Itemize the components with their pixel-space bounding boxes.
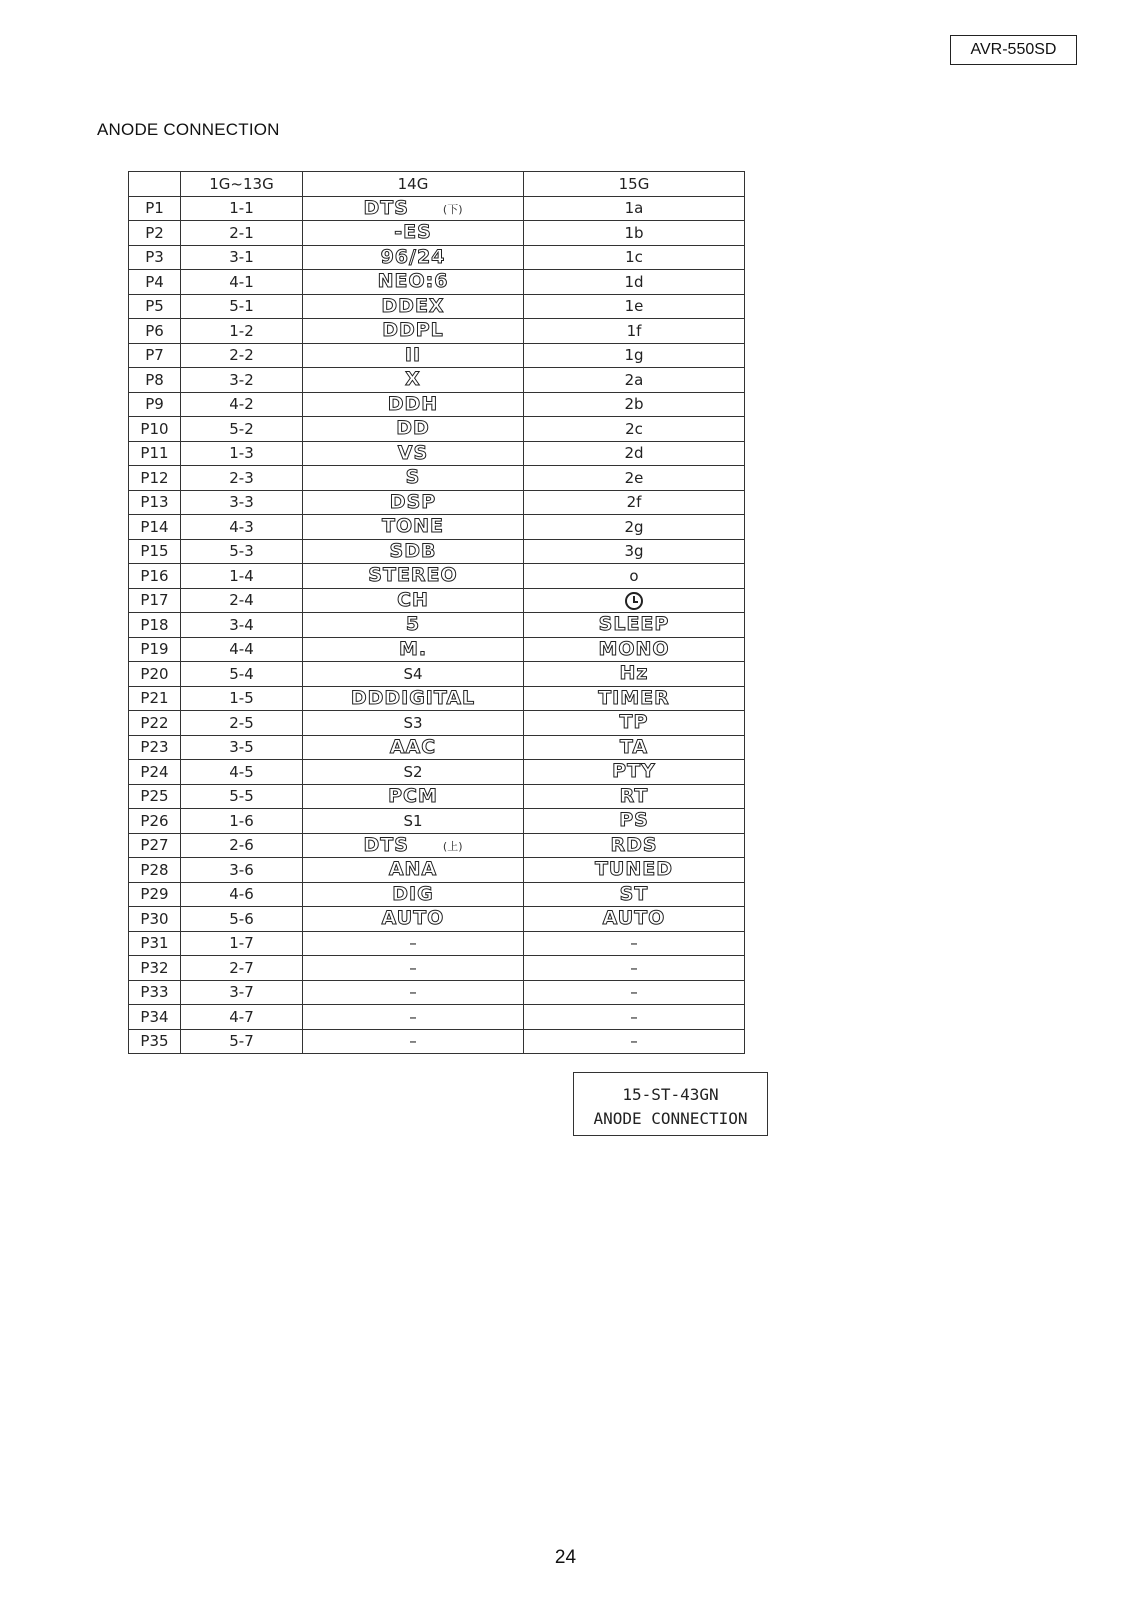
- segment-14g-cell: [303, 343, 524, 368]
- segment-14g-cell: [303, 221, 524, 246]
- anode-connection-table: [128, 171, 745, 1054]
- segment-14g-cell: [303, 564, 524, 589]
- header-grid-1g-13g: 1G~13G: [181, 172, 303, 197]
- segment-14g-cell: [303, 931, 524, 956]
- pin-cell: P21: [129, 686, 181, 711]
- table-row: [129, 735, 745, 760]
- segment-15g-cell: [524, 1029, 745, 1054]
- grid-cell: 5-2: [181, 417, 303, 442]
- table-row: [129, 196, 745, 221]
- segment-14g-cell: [303, 196, 524, 221]
- segment-14g-cell: [303, 882, 524, 907]
- segment-14g-cell: [303, 833, 524, 858]
- segment-14g-cell: [303, 760, 524, 785]
- segment-15g-cell: [524, 784, 745, 809]
- segment-15g-label: TP: [619, 711, 649, 734]
- grid-cell: 1-4: [181, 564, 303, 589]
- table-row: [129, 515, 745, 540]
- segment-15g-cell: [524, 882, 745, 907]
- segment-14g-cell: [303, 441, 524, 466]
- grid-cell: 2-5: [181, 711, 303, 736]
- segment-14g-label: PCM: [388, 784, 438, 807]
- table-row: [129, 637, 745, 662]
- segment-15g-cell: [524, 931, 745, 956]
- segment-15g-cell: [524, 907, 745, 932]
- section-title: ANODE CONNECTION: [97, 120, 280, 139]
- pin-cell: P15: [129, 539, 181, 564]
- segment-14g-label: DDEX: [381, 294, 445, 317]
- pin-cell: P29: [129, 882, 181, 907]
- segment-14g-cell: [303, 466, 524, 491]
- grid-cell: 5-5: [181, 784, 303, 809]
- caption-box: [573, 1072, 768, 1136]
- grid-cell: 3-3: [181, 490, 303, 515]
- segment-15g-cell: [524, 858, 745, 883]
- segment-15g-label: TA: [619, 735, 649, 758]
- segment-14g-cell: [303, 686, 524, 711]
- segment-14g-label: -ES: [394, 221, 432, 244]
- segment-15g-cell: [524, 392, 745, 417]
- segment-15g-cell: [524, 833, 745, 858]
- segment-14g-cell: [303, 539, 524, 564]
- table-row: [129, 319, 745, 344]
- segment-15g-label: MONO: [598, 637, 670, 660]
- pin-cell: P14: [129, 515, 181, 540]
- pin-cell: P26: [129, 809, 181, 834]
- table-row: [129, 417, 745, 442]
- table-row: [129, 588, 745, 613]
- table-row: [129, 931, 745, 956]
- pin-cell: P3: [129, 245, 181, 270]
- segment-14g-cell: [303, 613, 524, 638]
- pin-cell: P22: [129, 711, 181, 736]
- pin-cell: P11: [129, 441, 181, 466]
- segment-14g-label: 5: [405, 613, 421, 636]
- segment-15g-label: 2a: [624, 370, 644, 389]
- segment-15g-cell: [524, 735, 745, 760]
- pin-cell: P23: [129, 735, 181, 760]
- segment-14g-cell: [303, 956, 524, 981]
- segment-15g-cell: [524, 196, 745, 221]
- segment-14g-cell: [303, 417, 524, 442]
- segment-15g-cell: [524, 294, 745, 319]
- segment-14g-cell: [303, 294, 524, 319]
- pin-cell: P19: [129, 637, 181, 662]
- pin-cell: P33: [129, 980, 181, 1005]
- segment-14g-label: S3: [403, 713, 423, 732]
- segment-15g-label: 1a: [624, 199, 644, 218]
- segment-14g-cell: [303, 980, 524, 1005]
- pin-cell: P4: [129, 270, 181, 295]
- pin-cell: P7: [129, 343, 181, 368]
- pin-cell: P10: [129, 417, 181, 442]
- grid-cell: 4-5: [181, 760, 303, 785]
- table-row: [129, 1005, 745, 1030]
- segment-15g-label: RT: [619, 784, 649, 807]
- grid-cell: 4-7: [181, 1005, 303, 1030]
- segment-15g-cell: [524, 270, 745, 295]
- segment-14g-label: –: [409, 1007, 417, 1026]
- pin-cell: P8: [129, 368, 181, 393]
- segment-14g-cell: [303, 515, 524, 540]
- table-row: [129, 980, 745, 1005]
- pin-cell: P12: [129, 466, 181, 491]
- segment-15g-label: –: [630, 958, 638, 977]
- grid-cell: 2-2: [181, 343, 303, 368]
- segment-15g-label: 3g: [624, 542, 644, 561]
- segment-15g-label: 2f: [626, 493, 642, 512]
- segment-14g-cell: [303, 907, 524, 932]
- grid-cell: 2-1: [181, 221, 303, 246]
- header-pin: [129, 172, 181, 197]
- model-number-box: [950, 35, 1077, 65]
- table-row: [129, 907, 745, 932]
- pin-cell: P34: [129, 1005, 181, 1030]
- clock-icon: [625, 592, 643, 610]
- grid-cell: 3-7: [181, 980, 303, 1005]
- segment-15g-label: 2c: [625, 419, 643, 438]
- segment-14g-label: ANA: [388, 858, 438, 881]
- table-header-row: [129, 172, 745, 197]
- grid-cell: 1-3: [181, 441, 303, 466]
- pin-cell: P18: [129, 613, 181, 638]
- segment-position-note: (下): [442, 203, 463, 217]
- segment-14g-label: CH: [397, 588, 429, 611]
- table-row: [129, 882, 745, 907]
- header-grid-15g: 15G: [524, 172, 745, 197]
- model-number: AVR-550SD: [970, 41, 1057, 58]
- segment-14g-label: S2: [403, 762, 423, 781]
- segment-14g-cell: [303, 490, 524, 515]
- segment-15g-label: 1g: [624, 346, 644, 365]
- table-row: [129, 368, 745, 393]
- segment-15g-cell: [524, 441, 745, 466]
- pin-cell: P20: [129, 662, 181, 687]
- segment-15g-label: 2e: [624, 468, 644, 487]
- segment-15g-cell: [524, 466, 745, 491]
- segment-14g-label: II: [404, 343, 422, 366]
- segment-14g-cell: [303, 270, 524, 295]
- pin-cell: P5: [129, 294, 181, 319]
- table-row: [129, 662, 745, 687]
- segment-15g-cell: [524, 343, 745, 368]
- table-row: [129, 686, 745, 711]
- segment-14g-label: AAC: [389, 735, 437, 758]
- grid-cell: 1-1: [181, 196, 303, 221]
- segment-14g-cell: [303, 784, 524, 809]
- pin-cell: P27: [129, 833, 181, 858]
- grid-cell: 5-7: [181, 1029, 303, 1054]
- table-row: [129, 956, 745, 981]
- segment-15g-label: PS: [619, 809, 649, 832]
- grid-cell: 1-7: [181, 931, 303, 956]
- segment-14g-label: –: [409, 983, 417, 1002]
- segment-15g-cell: [524, 613, 745, 638]
- segment-15g-cell: [524, 637, 745, 662]
- segment-15g-cell: [524, 956, 745, 981]
- caption-part-number: 15-ST-43GN: [622, 1085, 719, 1104]
- segment-14g-label: NEO:6: [377, 270, 449, 293]
- segment-14g-cell: [303, 368, 524, 393]
- segment-15g-cell: [524, 515, 745, 540]
- segment-14g-label: S1: [403, 811, 423, 830]
- table-row: [129, 564, 745, 589]
- segment-14g-cell: [303, 711, 524, 736]
- pin-cell: P9: [129, 392, 181, 417]
- segment-15g-label: PTY: [612, 760, 656, 783]
- pin-cell: P2: [129, 221, 181, 246]
- table-row: [129, 613, 745, 638]
- pin-cell: P24: [129, 760, 181, 785]
- segment-15g-cell: [524, 564, 745, 589]
- segment-15g-label: –: [630, 934, 638, 953]
- segment-14g-label: –: [409, 934, 417, 953]
- grid-cell: 4-4: [181, 637, 303, 662]
- segment-15g-cell: [524, 221, 745, 246]
- segment-14g-label: DSP: [389, 490, 437, 513]
- segment-14g-label: –: [409, 1032, 417, 1051]
- segment-14g-label: DDPL: [382, 319, 444, 342]
- segment-15g-label: 1c: [625, 248, 643, 267]
- segment-15g-cell: [524, 319, 745, 344]
- pin-cell: P31: [129, 931, 181, 956]
- table-row: [129, 760, 745, 785]
- pin-cell: P17: [129, 588, 181, 613]
- segment-15g-label: RDS: [610, 833, 658, 856]
- segment-14g-label: M.: [398, 637, 428, 660]
- grid-cell: 5-1: [181, 294, 303, 319]
- table-row: [129, 490, 745, 515]
- segment-14g-label: S4: [403, 664, 423, 683]
- segment-15g-label: 1d: [624, 272, 644, 291]
- table-body: [129, 196, 745, 1054]
- grid-cell: 4-6: [181, 882, 303, 907]
- segment-14g-label: AUTO: [381, 907, 445, 930]
- grid-cell: 4-2: [181, 392, 303, 417]
- table-row: [129, 392, 745, 417]
- pin-cell: P13: [129, 490, 181, 515]
- segment-15g-label: TIMER: [598, 686, 670, 709]
- grid-cell: 4-3: [181, 515, 303, 540]
- grid-cell: 4-1: [181, 270, 303, 295]
- segment-14g-cell: [303, 588, 524, 613]
- grid-cell: 3-2: [181, 368, 303, 393]
- pin-cell: P30: [129, 907, 181, 932]
- table-row: [129, 294, 745, 319]
- grid-cell: 3-6: [181, 858, 303, 883]
- segment-15g-label: SLEEP: [598, 613, 670, 636]
- segment-15g-label: AUTO: [602, 907, 666, 930]
- segment-14g-label: VS: [397, 441, 429, 464]
- grid-cell: 5-4: [181, 662, 303, 687]
- grid-cell: 3-5: [181, 735, 303, 760]
- segment-15g-cell: [524, 662, 745, 687]
- pin-cell: P35: [129, 1029, 181, 1054]
- segment-14g-label: DDDIGITAL: [350, 686, 476, 709]
- segment-15g-label: 2g: [624, 517, 644, 536]
- segment-15g-cell: [524, 245, 745, 270]
- grid-cell: 2-3: [181, 466, 303, 491]
- grid-cell: 3-4: [181, 613, 303, 638]
- table-row: [129, 245, 745, 270]
- segment-15g-label: –: [630, 1032, 638, 1051]
- segment-14g-cell: [303, 735, 524, 760]
- table-row: [129, 1029, 745, 1054]
- grid-cell: 3-1: [181, 245, 303, 270]
- segment-15g-cell: [524, 1005, 745, 1030]
- segment-15g-label: TUNED: [594, 858, 674, 881]
- segment-14g-label: TONE: [382, 515, 444, 538]
- table-row: [129, 221, 745, 246]
- pin-cell: P16: [129, 564, 181, 589]
- segment-15g-cell: [524, 490, 745, 515]
- table-row: [129, 833, 745, 858]
- segment-14g-label: DDH: [387, 392, 439, 415]
- segment-15g-label: 1e: [624, 297, 644, 316]
- segment-15g-label: –: [630, 983, 638, 1002]
- segment-14g-cell: [303, 662, 524, 687]
- pin-cell: P32: [129, 956, 181, 981]
- segment-14g-label: DTS: [363, 196, 409, 219]
- segment-14g-label: DIG: [392, 882, 434, 905]
- segment-15g-cell: [524, 686, 745, 711]
- segment-15g-cell: [524, 760, 745, 785]
- table-row: [129, 809, 745, 834]
- pin-cell: P6: [129, 319, 181, 344]
- segment-15g-label: 2b: [624, 395, 644, 414]
- grid-cell: 2-6: [181, 833, 303, 858]
- segment-14g-cell: [303, 809, 524, 834]
- segment-14g-cell: [303, 1005, 524, 1030]
- pin-cell: P1: [129, 196, 181, 221]
- table-row: [129, 441, 745, 466]
- grid-cell: 5-6: [181, 907, 303, 932]
- segment-14g-label: –: [409, 958, 417, 977]
- segment-14g-label: S: [405, 466, 421, 489]
- grid-cell: 1-6: [181, 809, 303, 834]
- segment-15g-label: Hz: [619, 662, 649, 685]
- segment-15g-label: o: [629, 566, 639, 585]
- grid-cell: 2-7: [181, 956, 303, 981]
- segment-14g-label: X: [405, 368, 421, 391]
- segment-15g-label: 2d: [624, 444, 644, 463]
- segment-14g-cell: [303, 637, 524, 662]
- segment-14g-label: 96/24: [380, 245, 446, 268]
- header-grid-14g: 14G: [303, 172, 524, 197]
- segment-14g-cell: [303, 392, 524, 417]
- segment-14g-label: SDB: [389, 539, 437, 562]
- segment-14g-cell: [303, 1029, 524, 1054]
- grid-cell: 2-4: [181, 588, 303, 613]
- table-row: [129, 784, 745, 809]
- segment-15g-label: 1b: [624, 223, 644, 242]
- segment-15g-label: –: [630, 1007, 638, 1026]
- segment-15g-cell: [524, 368, 745, 393]
- segment-14g-cell: [303, 858, 524, 883]
- segment-15g-cell: [524, 539, 745, 564]
- pin-cell: P25: [129, 784, 181, 809]
- table-row: [129, 539, 745, 564]
- segment-15g-label: ST: [619, 882, 649, 905]
- segment-14g-label: STEREO: [368, 564, 458, 587]
- pin-cell: P28: [129, 858, 181, 883]
- segment-14g-label: DD: [396, 417, 430, 440]
- segment-15g-cell: [524, 417, 745, 442]
- grid-cell: 5-3: [181, 539, 303, 564]
- grid-cell: 1-5: [181, 686, 303, 711]
- segment-14g-cell: [303, 245, 524, 270]
- caption-title: ANODE CONNECTION: [593, 1109, 748, 1128]
- segment-14g-label: DTS: [363, 833, 409, 856]
- segment-15g-label: 1f: [626, 321, 642, 340]
- table-row: [129, 270, 745, 295]
- segment-15g-cell: [524, 809, 745, 834]
- segment-15g-cell: [524, 980, 745, 1005]
- segment-position-note: (上): [442, 840, 463, 854]
- table-row: [129, 466, 745, 491]
- table-row: [129, 711, 745, 736]
- page-number: 24: [554, 1547, 577, 1568]
- grid-cell: 1-2: [181, 319, 303, 344]
- table-row: [129, 343, 745, 368]
- segment-14g-cell: [303, 319, 524, 344]
- table-row: [129, 858, 745, 883]
- segment-15g-cell: [524, 588, 745, 613]
- segment-15g-cell: [524, 711, 745, 736]
